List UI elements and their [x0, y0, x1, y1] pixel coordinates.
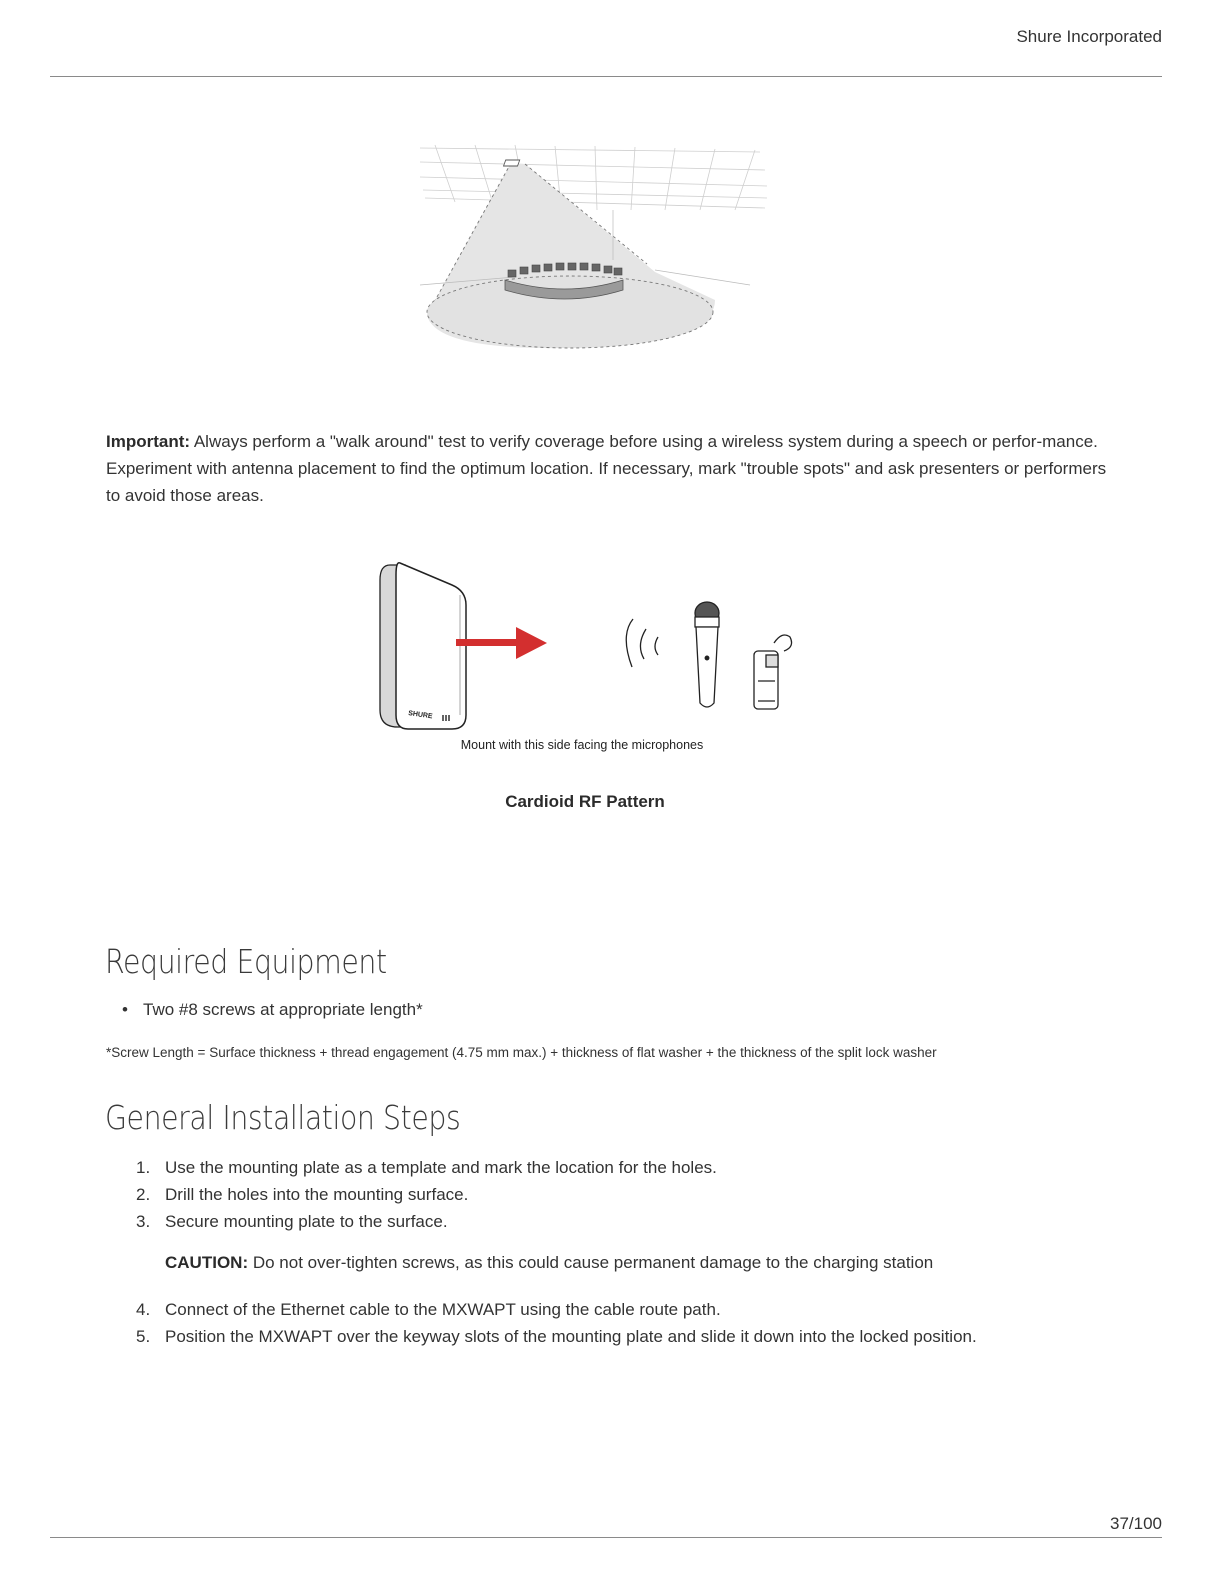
step-text: Position the MXWAPT over the keyway slots of the mounting plate and slide it down into the locked position.	[165, 1327, 977, 1346]
ceiling-grid	[420, 145, 767, 210]
step-number: 3.	[136, 1212, 151, 1231]
list-item	[136, 1181, 717, 1208]
caution-text: Do not over-tighten screws, as this could cause permanent damage to the charging station	[252, 1253, 934, 1272]
header-company: Shure Incorporated	[1016, 27, 1162, 46]
installation-steps-list-continued	[136, 1296, 977, 1350]
device-brand-logo: SHURE	[407, 710, 433, 721]
coverage-ellipse	[427, 276, 713, 348]
important-text: Always perform a "walk around" test to verify coverage before using a wireless system during a speech or perfor-mance. Experiment with antenna placement to find the optimum location. If necessary, mark "trouble spots" and ask presenters or performers to avoid those areas.	[106, 432, 1107, 505]
mount-note: Mount with this side facing the microphones	[460, 738, 704, 752]
page-number: 37/100	[1110, 1514, 1162, 1533]
list-item-text: Two #8 screws at appropriate length*	[143, 1000, 423, 1019]
list-item	[136, 1323, 977, 1350]
step-number: 2.	[136, 1185, 151, 1204]
cardioid-rf-illustration	[370, 555, 810, 760]
list-item	[122, 1000, 423, 1020]
installation-steps-list	[136, 1154, 717, 1235]
bullet-dot: •	[122, 1000, 128, 1019]
caution-label: CAUTION:	[165, 1253, 249, 1272]
step-text: Drill the holes into the mounting surface.	[165, 1185, 469, 1204]
figure-caption: Cardioid RF Pattern	[505, 792, 665, 811]
access-point-unit	[504, 160, 520, 166]
list-item	[136, 1154, 717, 1181]
step-number: 5.	[136, 1327, 151, 1346]
screw-length-footnote: *Screw Length = Surface thickness + thread engagement (4.75 mm max.) + thickness of flat washer + the thickness of the split lock washer	[106, 1045, 937, 1060]
red-arrow-icon	[456, 627, 547, 659]
caution-note	[165, 1253, 933, 1273]
access-point-device	[380, 563, 466, 729]
required-equipment-heading: Required Equipment	[105, 942, 387, 981]
installation-steps-heading: General Installation Steps	[105, 1098, 461, 1137]
important-label: Important:	[106, 432, 191, 451]
important-note	[106, 428, 1116, 509]
step-text: Use the mounting plate as a template and mark the location for the holes.	[165, 1158, 717, 1177]
signal-waves-icon	[626, 619, 658, 667]
step-text: Connect of the Ethernet cable to the MXWAPT using the cable route path.	[165, 1300, 721, 1319]
handheld-microphone	[695, 602, 719, 707]
list-item	[136, 1296, 977, 1323]
list-item	[136, 1208, 717, 1235]
step-text: Secure mounting plate to the surface.	[165, 1212, 448, 1231]
bodypack-transmitter	[754, 635, 792, 709]
step-number: 1.	[136, 1158, 151, 1177]
ceiling-coverage-illustration	[415, 140, 775, 355]
step-number: 4.	[136, 1300, 151, 1319]
header-rule	[50, 76, 1162, 77]
footer-rule	[50, 1537, 1162, 1538]
